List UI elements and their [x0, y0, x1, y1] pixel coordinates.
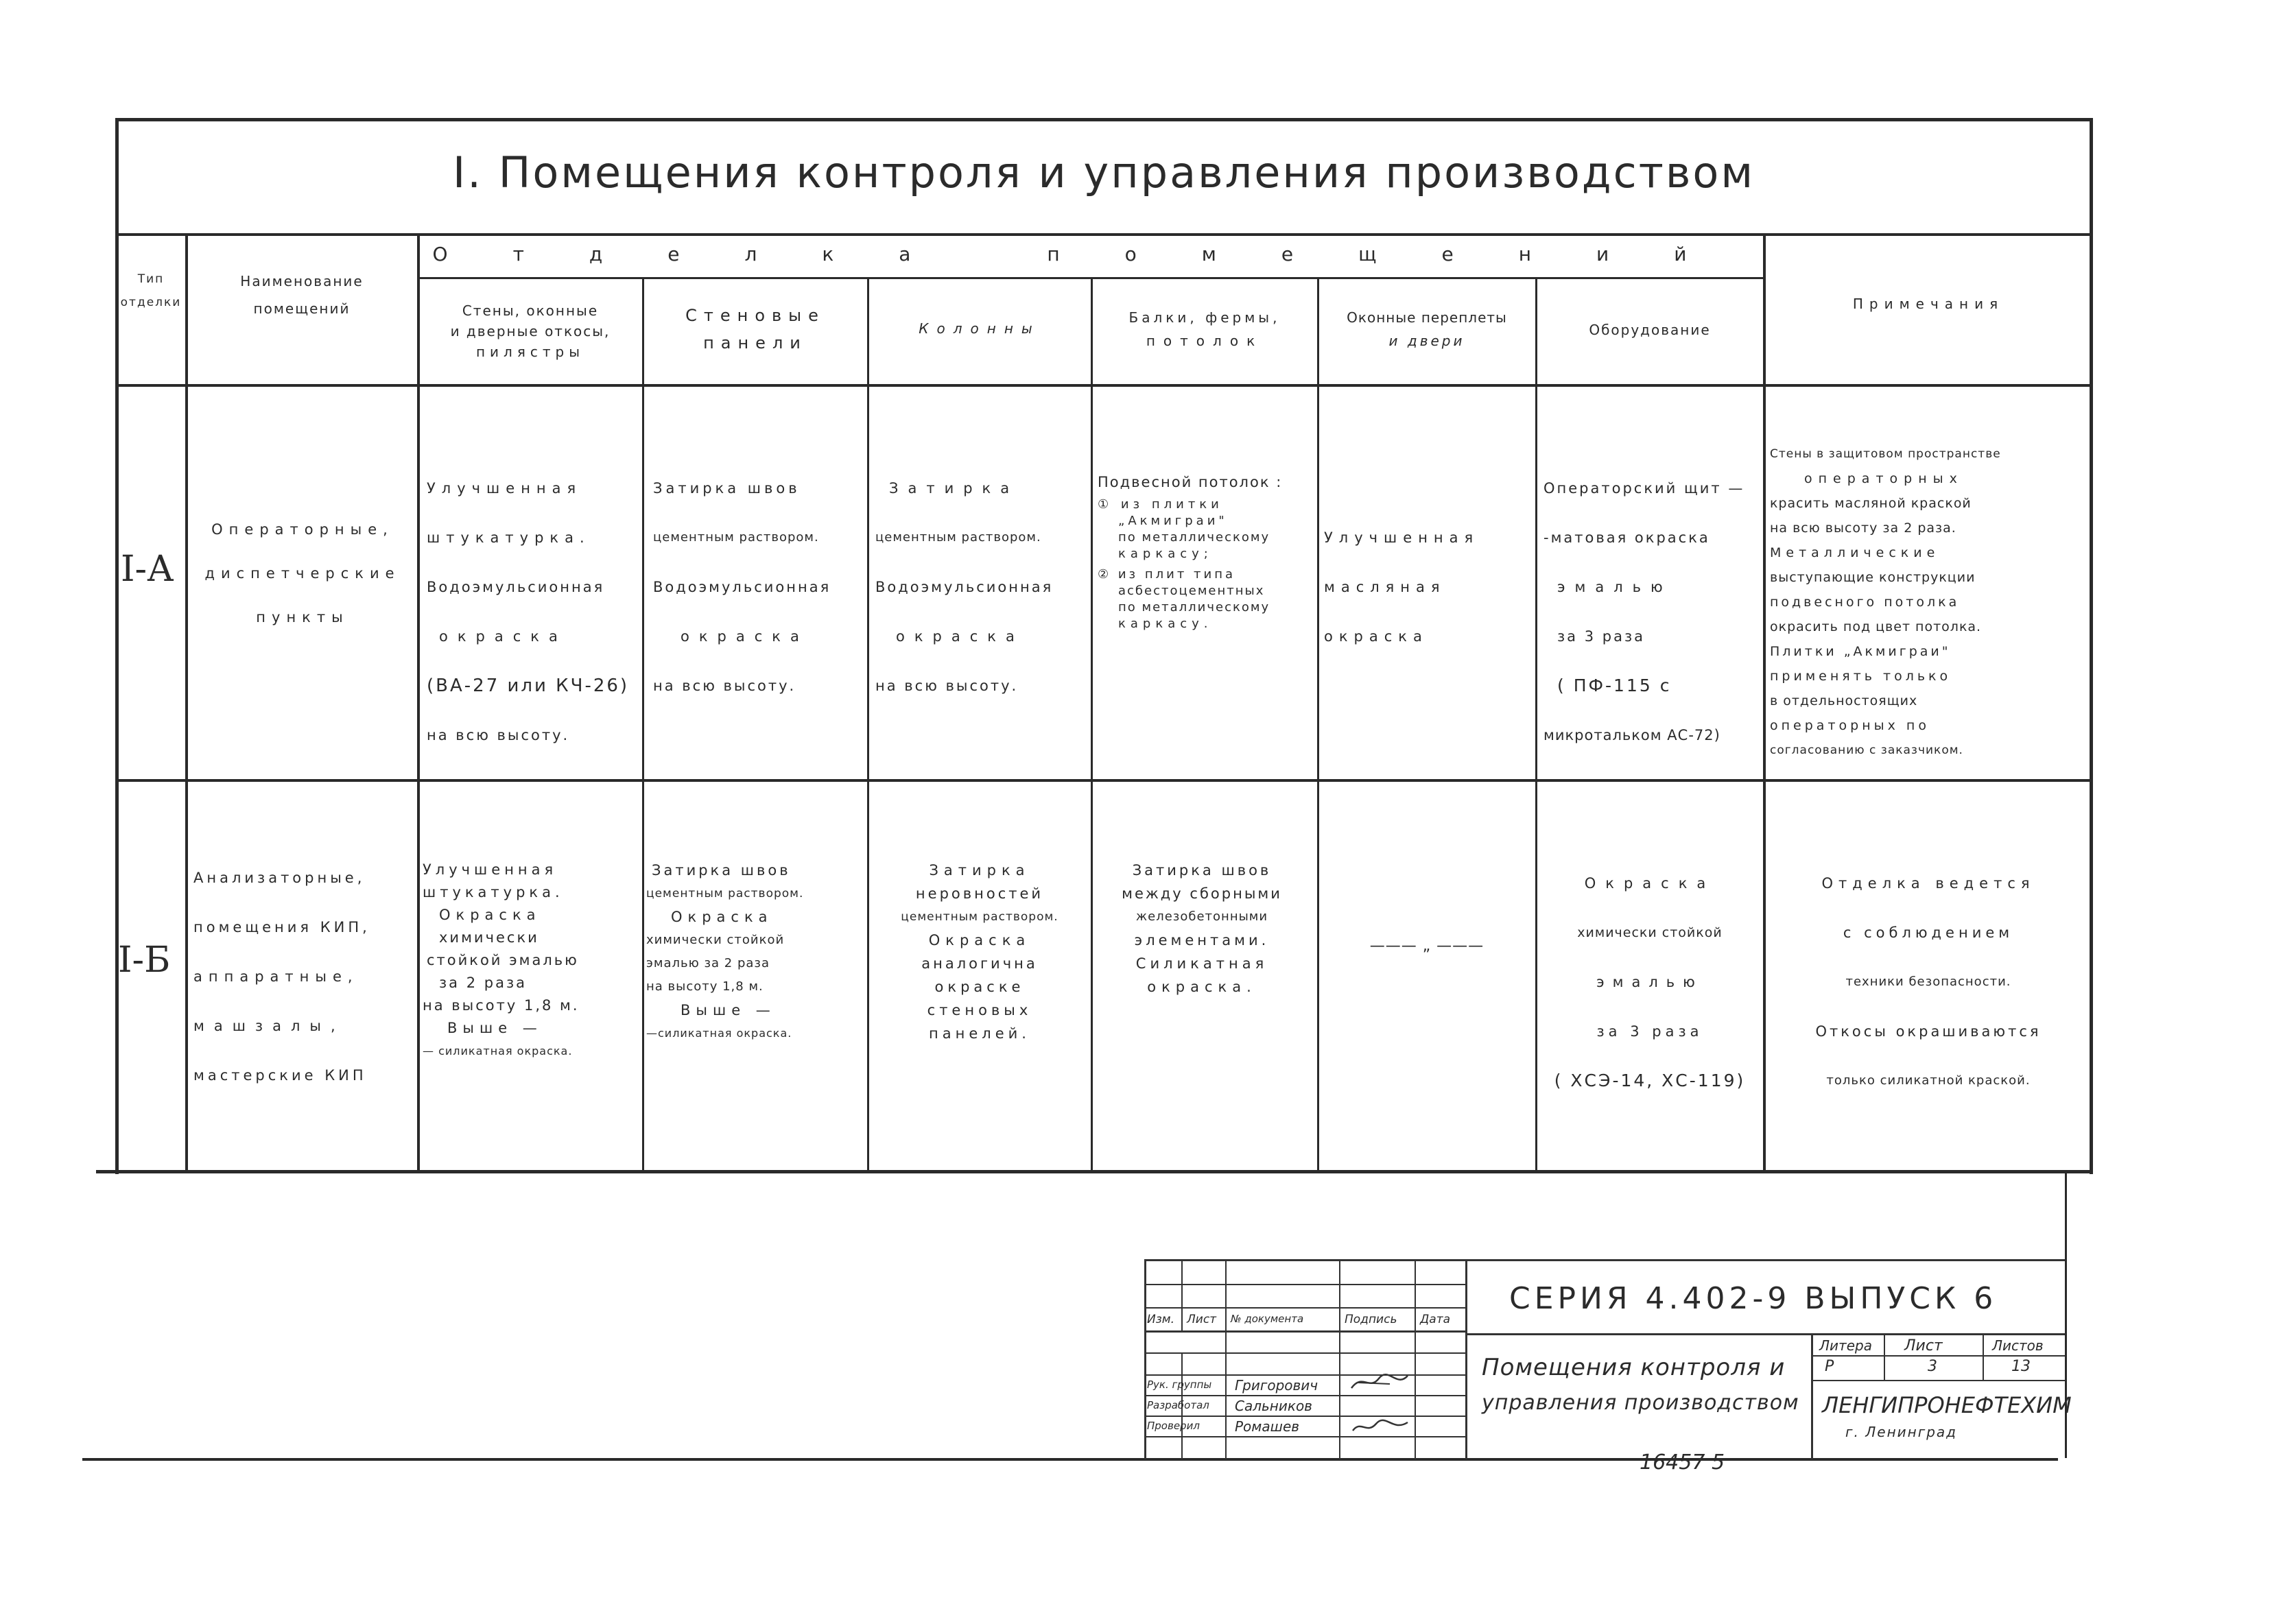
tb-name: Сальников [1235, 1398, 1312, 1414]
tb-border [1983, 1333, 1984, 1380]
sheets-label: Листов [1992, 1337, 2044, 1354]
tb-role: Рук. группы [1147, 1378, 1212, 1391]
header-code: Тип отделки [120, 272, 182, 309]
tb-row [1144, 1307, 1465, 1309]
col-line [1535, 277, 1537, 1173]
tb-row [1144, 1330, 1465, 1333]
tb-border [1811, 1333, 1813, 1459]
organization-city: г. Ленинград [1845, 1424, 1958, 1440]
litera-label: Литера [1819, 1337, 1872, 1354]
tb-role: Разработал [1147, 1399, 1209, 1411]
panels-finish: Затирка швов цементным раствором. Окраска химически стойкой эмалью за 2 раза на высоту 1,8 м. Выше — —силикатная окраска. [646, 862, 804, 1040]
col-line [185, 233, 188, 1173]
series-label: СЕРИЯ 4.402-9 ВЫПУСК 6 [1509, 1281, 1998, 1316]
tb-col [1415, 1259, 1416, 1459]
equipment-finish: Операторский щит — -матовая окраска эмалью за 3 раза ( ПФ-115 с микротальком АС-72) [1543, 480, 1745, 743]
sheet-label: Лист [1904, 1337, 1943, 1354]
tb-col [1225, 1259, 1227, 1459]
frame-right [2090, 118, 2093, 1174]
col-line [1763, 233, 1766, 1173]
header-equipment: Оборудование [1589, 322, 1711, 338]
tb-col [1181, 1259, 1183, 1330]
tb-border [1144, 1259, 1146, 1459]
tb-border [1465, 1259, 1467, 1459]
tb-col-change: Изм. [1147, 1313, 1174, 1326]
header-windows: Оконные переплеты и двери [1347, 309, 1507, 349]
header-columns: Колонны [919, 320, 1041, 337]
room-name: Анализаторные, помещения КИП, аппаратные, машзалы, мастерские КИП [193, 870, 370, 1084]
notes-text: Стены в защитовом пространстве операторных красить масляной краской на всю высоту за 2 раза. Металлические выступающие конструкции подвесного потолка окрасить под цвет потолка. Плитки „Акмиграи" применять только в отдельностоящих операторных по согласованию с заказчиком. [1770, 447, 2001, 757]
tb-row [1144, 1395, 1465, 1396]
col-line [642, 277, 644, 1173]
header-top-line [115, 233, 2092, 236]
beams-finish: Подвесной потолок : ① из плитки „Акмиграи" по металлическому каркасу; ② из плит типа асбестоцементных по металлическому каркасу. [1098, 474, 1283, 631]
header-name: Наименование помещений [240, 273, 364, 317]
notes-text: Отделка ведется с соблюдением техники безопасности. Откосы окрашиваются только силикатной краской. [1815, 875, 2042, 1088]
tb-row [1144, 1374, 1465, 1376]
tb-role: Проверил [1147, 1420, 1200, 1432]
columns-finish: Затирка цементным раствором. Водоэмульсионная окраска на всю высоту. [875, 480, 1054, 694]
frame-top [115, 118, 2092, 121]
equipment-finish: Окраска химически стойкой эмалью за 3 раза ( ХСЭ-14, ХС-119) [1554, 875, 1746, 1090]
header-panels: Стеновые панели [685, 306, 825, 353]
header-walls: Стены, оконные и дверные откосы, пилястры [450, 302, 611, 360]
page-title: I. Помещения контроля и управления производством [453, 147, 1755, 198]
tb-border [1811, 1380, 2065, 1381]
panels-finish: Затирка швов цементным раствором. Водоэмульсионная окраска на всю высоту. [653, 480, 831, 694]
header-bottom-line [115, 384, 2092, 387]
signature-mark [1350, 1416, 1412, 1436]
row-code: I-А [121, 549, 174, 590]
header-group: Отделка помещений [432, 243, 1752, 265]
tb-border [1465, 1333, 2065, 1335]
windows-finish: Улучшенная масляная окраска [1324, 529, 1480, 645]
tb-row [1144, 1436, 1465, 1437]
tb-row [1144, 1416, 1465, 1417]
header-notes: Примечания [1852, 296, 2004, 312]
tb-col-date: Дата [1420, 1313, 1451, 1326]
tb-border [1144, 1259, 2065, 1261]
sheet-bottom-line [82, 1458, 2058, 1461]
col-line [867, 277, 869, 1173]
beams-finish: Затирка швов между сборными железобетонными элементами. Силикатная окраска. [1122, 862, 1282, 995]
tb-col-doc: № документа [1231, 1313, 1304, 1325]
windows-finish: ——— „ ——— [1369, 938, 1484, 955]
sheet-value: 3 [1928, 1358, 1937, 1375]
tb-col-sheet: Лист [1187, 1313, 1217, 1326]
tb-row [1144, 1284, 1465, 1285]
row-divider [115, 779, 2092, 782]
sheet-title: Помещения контроля и управления производством [1482, 1354, 1799, 1415]
organization-name: ЛЕНГИПРОНЕФТЕХИМ [1822, 1392, 2072, 1418]
sheets-value: 13 [2011, 1358, 2031, 1375]
col-line [1317, 277, 1319, 1173]
tb-col-sign: Подпись [1345, 1313, 1397, 1326]
row-code: I-Б [118, 940, 171, 981]
col-line [1091, 277, 1093, 1173]
tb-border [1884, 1333, 1885, 1380]
tb-col [1339, 1259, 1340, 1459]
walls-finish: Улучшенная штукатурка. Водоэмульсионная окраска (ВА-27 или КЧ-26) на всю высоту. [427, 480, 630, 743]
tb-border [1811, 1355, 2065, 1357]
tb-name: Григорович [1235, 1377, 1318, 1394]
table-bottom-line [96, 1170, 2092, 1173]
tb-name: Ромашев [1235, 1418, 1300, 1435]
litera-value: Р [1825, 1358, 1834, 1375]
walls-finish: Улучшенная штукатурка. Окраска химически стойкой эмалью за 2 раза на высоту 1,8 м. Выше — — силикатная окраска. [423, 861, 580, 1058]
columns-finish: Затирка неровностей цементным раствором. Окраска аналогична окраске стеновых панелей. [901, 862, 1058, 1042]
tb-row [1144, 1352, 1465, 1354]
archive-stamp: 16457 5 [1640, 1450, 1725, 1474]
signature-mark [1349, 1370, 1410, 1395]
col-line [417, 233, 420, 1173]
header-beams: Балки, фермы, потолок [1128, 309, 1281, 349]
room-name: Операторные, диспетчерские пункты [204, 521, 401, 625]
